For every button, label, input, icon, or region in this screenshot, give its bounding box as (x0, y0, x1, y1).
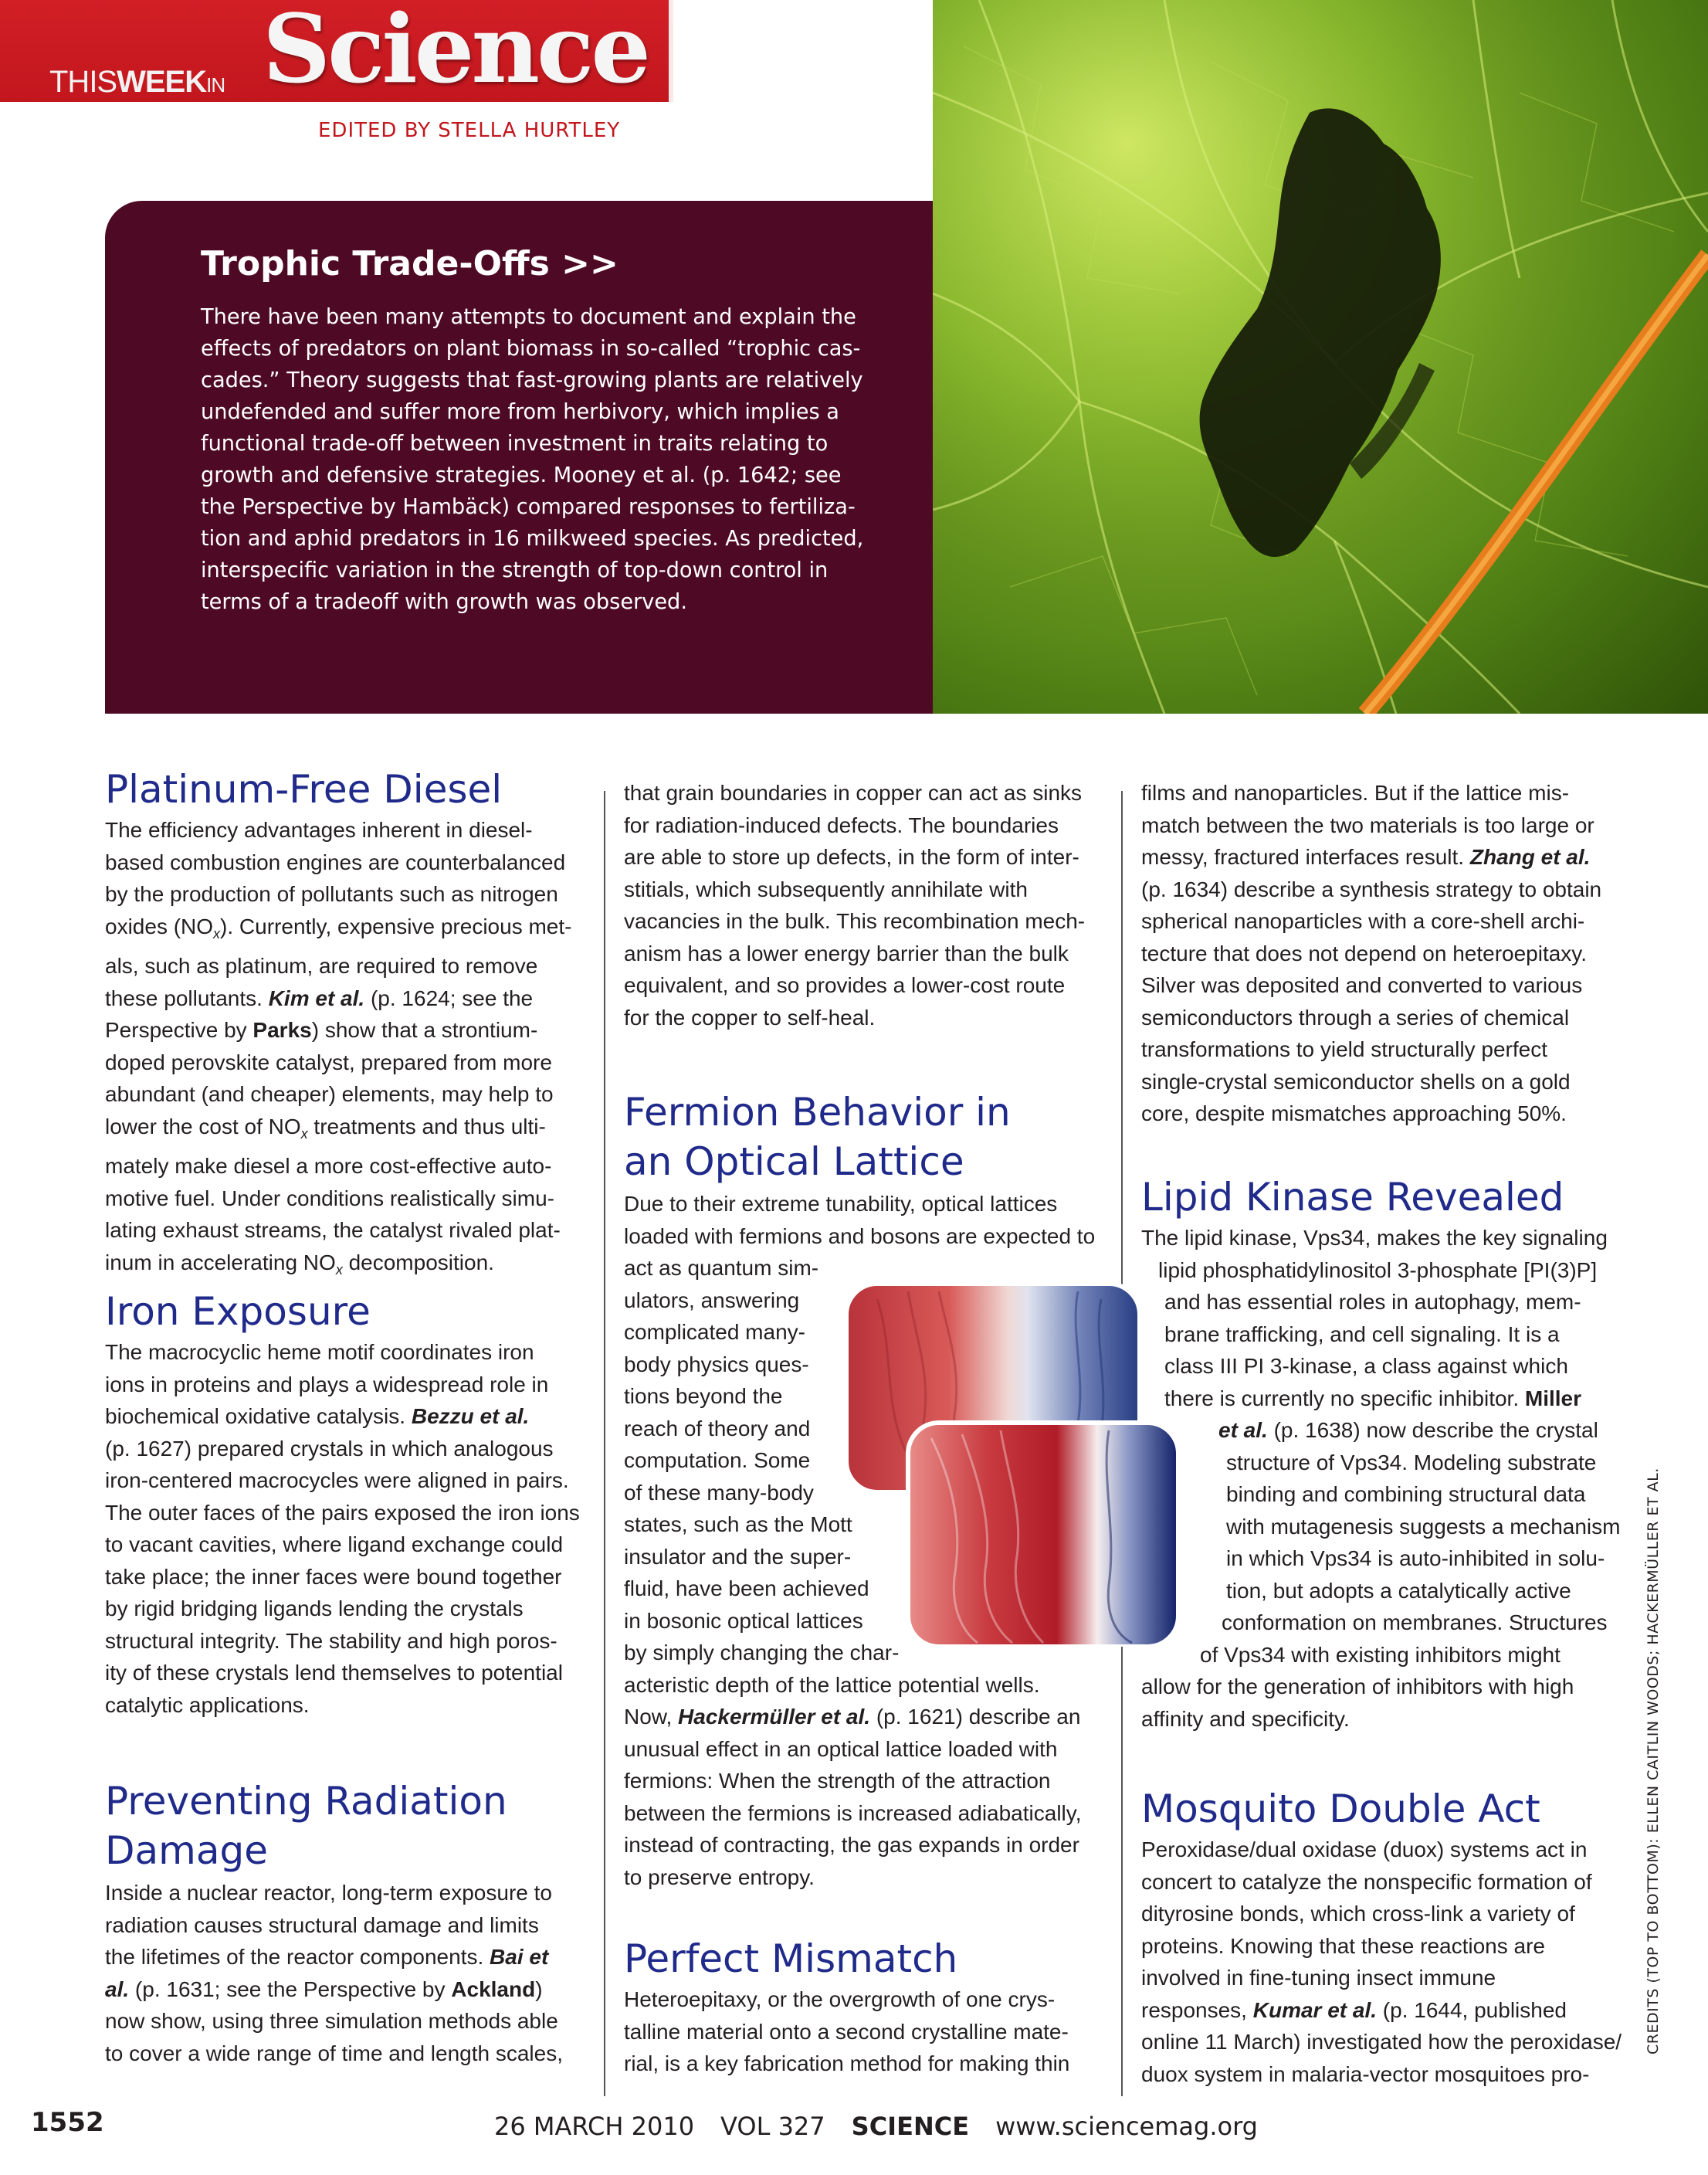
footer-date: 26 MARCH 2010 (494, 2112, 695, 2141)
article-heading-mismatch: Perfect Mismatch (624, 1936, 958, 1981)
feature-text (201, 301, 905, 618)
article-heading-iron: Iron Exposure (105, 1289, 371, 1334)
leaf-photo (933, 0, 1708, 714)
edited-by-line: EDITED BY STELLA HURTLEY (318, 119, 621, 142)
feature-line: There have been many attempts to document and explain the (201, 305, 856, 329)
column-rule (604, 791, 605, 2096)
feature-line: the Perspective by Hambäck) compared responses to fertiliza- (201, 495, 856, 519)
article-body-radiation: Inside a nuclear reactor, long-term exposure to radiation causes structural damage and limits the lifetimes of the reactor components. Bai et al. (p. 1631; see the Perspective by Ackland) now show, using three simulation methods able to cover a wide range of time and length scales, (105, 1881, 564, 2065)
article-heading-fermion: Fermion Behavior in an Optical Lattice (624, 1090, 1011, 1184)
article-body-mosquito: Peroxidase/dual oxidase (duox) systems act in concert to catalyze the nonspecific formation of dityrosine bonds, which cross-link a variety of proteins. Knowing that these reactions are involved in fine-tuning insect immune responses, Kumar et al. (p. 1644, published online 11 March) investigated how the peroxidase/ duox system in malaria-vector mosquitoes pro- (1141, 1837, 1622, 2086)
feature-line: interspecific variation in the strength of top-down control in (201, 558, 829, 582)
leaf-photo-illustration (933, 0, 1708, 714)
footer-line (494, 2112, 1258, 2141)
article-body-radiation-continued: that grain boundaries in copper can act as sinks for radiation-induced defects. The boundaries are able to store up defects, in the form of inter- stitials, which subsequently annihilate with vacancies in the bulk. This recombination mech- anism has a lower energy barrier than the bulk equivalent, and so provides a lower-cost route for the copper to self-heal. (624, 781, 1086, 1030)
article-heading-mosquito: Mosquito Double Act (1141, 1786, 1540, 1831)
article-body-mismatch: Heteroepitaxy, or the overgrowth of one crys- talline material onto a second crystalline mate- rial, is a key fabrication method for making thin (624, 1987, 1070, 2075)
article-body-mismatch-continued: films and nanoparticles. But if the lattice mis- match between the two materials is too large or messy, fractured interfaces result. Zhang et al. (p. 1634) describe a synthesis strategy to obtain spherical nanoparticles with a core-shell archi- tecture that does not depend on heteroepitaxy. Silver was deposited and converted to various semiconductors through a series of chemical transformations to yield structurally perfect single-crystal semiconductor shells on a gold core, despite mismatches approaching 50%. (1141, 781, 1602, 1125)
feature-box (105, 201, 933, 714)
feature-line: growth and defensive strategies. Mooney et al. (p. 1642; see (201, 463, 842, 487)
article-heading-radiation: Preventing Radiation Damage (105, 1779, 507, 1873)
feature-title: Trophic Trade-Offs >> (201, 244, 618, 283)
feature-line: terms of a tradeoff with growth was observed. (201, 590, 687, 614)
footer-journal: SCIENCE (851, 2112, 970, 2141)
article-body-diesel: The efficiency advantages inherent in diesel- based combustion engines are counterbalanced by the production of pollutants such as nitrogen oxides $(NO_x)$. Currently, expensive precious met- als, such as platinum, are required to remove these pollutants. Kim et al. (p. 1624; see the Perspective by Parks) show that a strontium- doped perovskite catalyst, prepared from more abundant (and cheaper) elements, may help to lower the cost of $NO_x$ treatments and thus ulti- mately make diesel a more cost-effective auto- motive fuel. Under conditions realistically simu- lating exhaust streams, the catalyst rivaled plat- inum in accelerating $NO_x$ decomposition. (105, 818, 572, 1278)
page-number: 1552 (31, 2107, 104, 2138)
masthead-title: Science (263, 0, 648, 104)
lattice-figure (846, 1284, 1178, 1647)
article-heading-lipid: Lipid Kinase Revealed (1141, 1175, 1564, 1220)
feature-line: cades.” Theory suggests that fast-growing plants are relatively (201, 368, 863, 392)
masthead-divider (669, 0, 673, 102)
feature-line: undefended and suffer more from herbivory, which implies a (201, 400, 839, 424)
article-heading-diesel: Platinum-Free Diesel (105, 767, 503, 812)
feature-line: tion and aphid predators in 16 milkweed species. As predicted, (201, 527, 864, 551)
feature-line: functional trade-off between investment in traits relating to (201, 432, 829, 456)
photo-credits: CREDITS (TOP TO BOTTOM): ELLEN CAITLIN WOODS; HACKERMÜLLER ET AL. (1645, 1468, 1662, 2055)
article-body-fermion: Due to their extreme tunability, optical lattices loaded with fermions and bosons are expected to act as quantum sim- ulators, answering complicated many- body physics ques- tions beyond the reach of theory and computation. Some of these many-body states, such as the Mott insulator and the super- fluid, have been achieved in bosonic optical lattices by simply changing the char- acteristic depth of the lattice potential wells. Now, Hackermüller et al. (p. 1621) describe an unusual effect in an optical lattice loaded with fermions: When the strength of the attraction between the fermions is increased adiabatically, instead of contracting, the gas expands in order to preserve entropy. (624, 1192, 1096, 1889)
lattice-figure-illustration (846, 1284, 1178, 1647)
feature-line: effects of predators on plant biomass in so-called “trophic cas- (201, 337, 861, 361)
article-body-lipid: The lipid kinase, Vps34, makes the key signaling lipid phosphatidylinositol 3-phosphate [PI(3)P] and has essential roles in autophagy, mem- brane trafficking, and cell signaling. It is a class III PI 3-kinase, a class against which there is currently no specific inhibitor. Miller et al. (p. 1638) now describe the crystal structure of Vps34. Modeling substrate binding and combining structural data with mutagenesis suggests a mechanism in which Vps34 is auto-inhibited in solu- tion, but adopts a catalytically active conformation on membranes. Structures of Vps34 with existing inhibitors might allow for the generation of inhibitors with high affinity and specificity. (1141, 1226, 1621, 1731)
article-body-iron: The macrocyclic heme motif coordinates iron ions in proteins and plays a widespread role in biochemical oxidative catalysis. Bezzu et al. (p. 1627) prepared crystals in which analogous iron-centered macrocycles were aligned in pairs. The outer faces of the pairs exposed the iron ions to vacant cavities, where ligand exchange could take place; the inner faces were bound together by rigid bridging ligands lending the crystals structural integrity. The stability and high poros- ity of these crystals lend themselves to potential catalytic applications. (105, 1340, 580, 1717)
footer-website: www.sciencemag.org (995, 2112, 1258, 2141)
masthead-prefix: THISWEEKIN (49, 65, 225, 99)
masthead (0, 0, 673, 102)
footer-volume: VOL 327 (720, 2112, 825, 2141)
